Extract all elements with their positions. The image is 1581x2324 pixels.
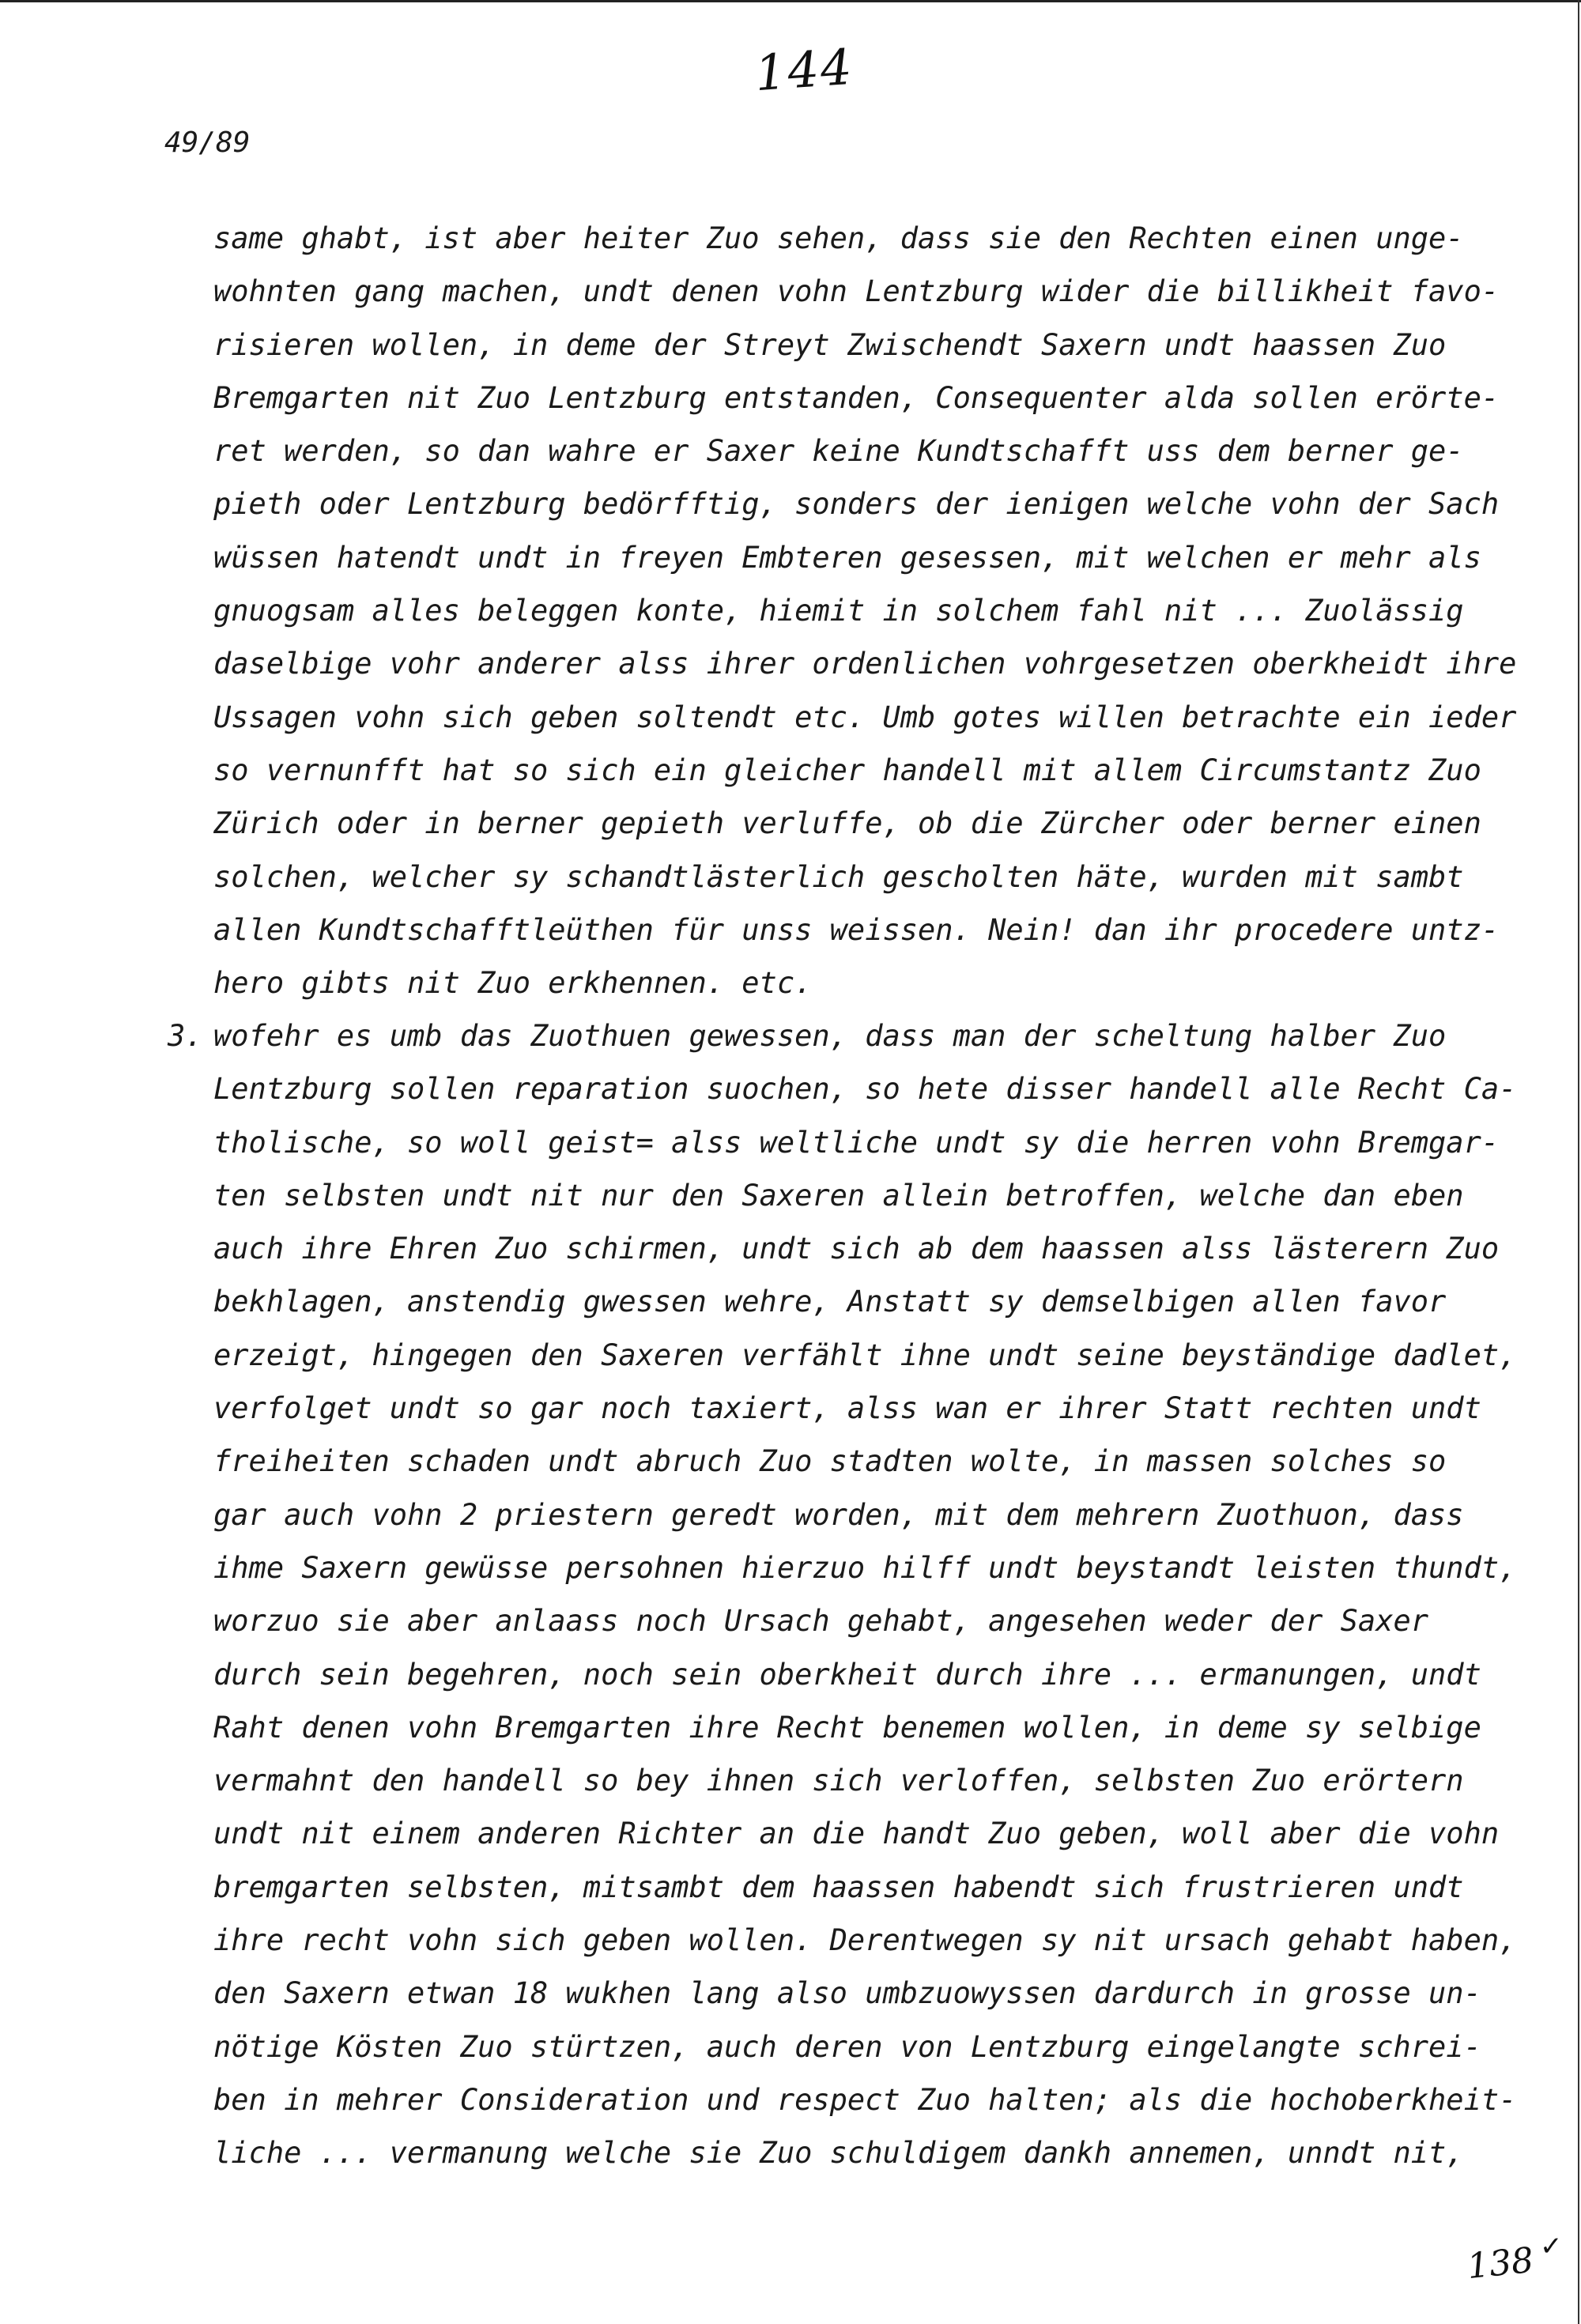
text-line: Lentzburg sollen reparation suochen, so hete disser handell alle Recht Ca- [213, 1072, 1517, 1107]
text-line: worzuo sie aber anlaass noch Ursach gehabt, angesehen weder der Saxer [213, 1604, 1429, 1639]
text-line: nötige Kösten Zuo stürtzen, auch deren von Lentzburg eingelangte schrei- [213, 2029, 1481, 2064]
text-line: ret werden, so dan wahre er Saxer keine Kundtschafft uss dem berner ge- [213, 434, 1464, 469]
text-line: verfolget undt so gar noch taxiert, alss wan er ihrer Statt rechten undt [213, 1391, 1481, 1426]
check-mark-icon: ✓ [1540, 2231, 1563, 2262]
text-line: freiheiten schaden undt abruch Zuo stadten wolte, in massen solches so [213, 1444, 1447, 1479]
text-line: durch sein begehren, noch sein oberkheit durch ihre ... ermanungen, undt [213, 1657, 1481, 1692]
page-top-edge [0, 0, 1581, 2]
text-line: risieren wollen, in deme der Streyt Zwischendt Saxern undt haassen Zuo [213, 327, 1447, 362]
text-line: Bremgarten nit Zuo Lentzburg entstanden, Consequenter alda sollen erörte- [213, 380, 1500, 415]
text-line: ihre recht vohn sich geben wollen. Derentwegen sy nit ursach gehabt haben, [213, 1923, 1517, 1958]
continuation-paragraph [213, 212, 1517, 1009]
text-line: Zürich oder in berner gepieth verluffe, ob die Zürcher oder berner einen [213, 806, 1481, 841]
text-line: den Saxern etwan 18 wukhen lang also umbzuowyssen dardurch in grosse un- [213, 1976, 1481, 2011]
item-number: 3. [168, 1019, 203, 1053]
text-line: undt nit einem anderen Richter an die handt Zuo geben, woll aber die vohn [213, 1817, 1500, 1851]
text-line: wüssen hatendt undt in freyen Embteren gesessen, mit welchen er mehr als [213, 540, 1481, 575]
text-line: gar auch vohn 2 priestern geredt worden, mit dem mehrern Zuothuon, dass [213, 1497, 1464, 1532]
folio-number: 144 [753, 37, 855, 103]
text-line: Raht denen vohn Bremgarten ihre Recht benemen wollen, in deme sy selbige [213, 1710, 1481, 1745]
text-line: so vernunfft hat so sich ein gleicher handell mit allem Circumstantz Zuo [213, 753, 1481, 787]
text-line: bremgarten selbsten, mitsambt dem haassen habendt sich frustrieren undt [213, 1869, 1464, 1904]
text-line: hero gibts nit Zuo erkhennen. etc. [213, 966, 813, 1001]
text-line: same ghabt, ist aber heiter Zuo sehen, dass sie den Rechten einen unge- [213, 221, 1464, 255]
text-line: ihme Saxern gewüsse persohnen hierzuo hilff undt beystandt leisten thundt, [213, 1550, 1517, 1585]
text-line: ten selbsten undt nit nur den Saxeren allein betroffen, welche dan eben [213, 1178, 1464, 1213]
reference-number: 49/89 [164, 126, 251, 159]
text-line: allen Kundtschafftleüthen für unss weissen. Nein! dan ihr procedere untz- [213, 912, 1500, 947]
text-line: ben in mehrer Consideration und respect Zuo halten; als die hochoberkheit- [213, 2082, 1517, 2117]
text-line: tholische, so woll geist= alss weltliche undt sy die herren vohn Bremgar- [213, 1125, 1500, 1160]
text-line: Ussagen vohn sich geben soltendt etc. Umb gotes willen betrachte ein ieder [213, 700, 1517, 734]
item-3-paragraph [213, 1009, 1517, 2180]
text-line: liche ... vermanung welche sie Zuo schuldigem dankh annemen, unndt nit, [213, 2136, 1464, 2171]
text-line: bekhlagen, anstendig gwessen wehre, Anstatt sy demselbigen allen favor [213, 1285, 1447, 1319]
text-line: erzeigt, hingegen den Saxeren verfählt ihne undt seine beyständige dadlet, [213, 1337, 1517, 1372]
text-line: solchen, welcher sy schandtlästerlich gescholten häte, wurden mit sambt [213, 859, 1464, 894]
page-right-edge [1578, 0, 1579, 2324]
text-line: vermahnt den handell so bey ihnen sich verloffen, selbsten Zuo erörtern [213, 1764, 1464, 1798]
text-line: wofehr es umb das Zuothuen gewessen, dass man der scheltung halber Zuo [213, 1019, 1447, 1053]
text-line: gnuogsam alles beleggen konte, hiemit in solchem fahl nit ... Zuolässig [213, 594, 1464, 628]
text-line: auch ihre Ehren Zuo schirmen, undt sich ab dem haassen alss lästerern Zuo [213, 1232, 1500, 1266]
text-line: wohnten gang machen, undt denen vohn Lentzburg wider die billikheit favo- [213, 274, 1500, 309]
archive-page-mark: 138 [1465, 2239, 1536, 2288]
text-line: daselbige vohr anderer alss ihrer ordenlichen vohrgesetzen oberkheidt ihre [213, 647, 1517, 681]
text-line: pieth oder Lentzburg bedörfftig, sonders der ienigen welche vohn der Sach [213, 487, 1500, 522]
